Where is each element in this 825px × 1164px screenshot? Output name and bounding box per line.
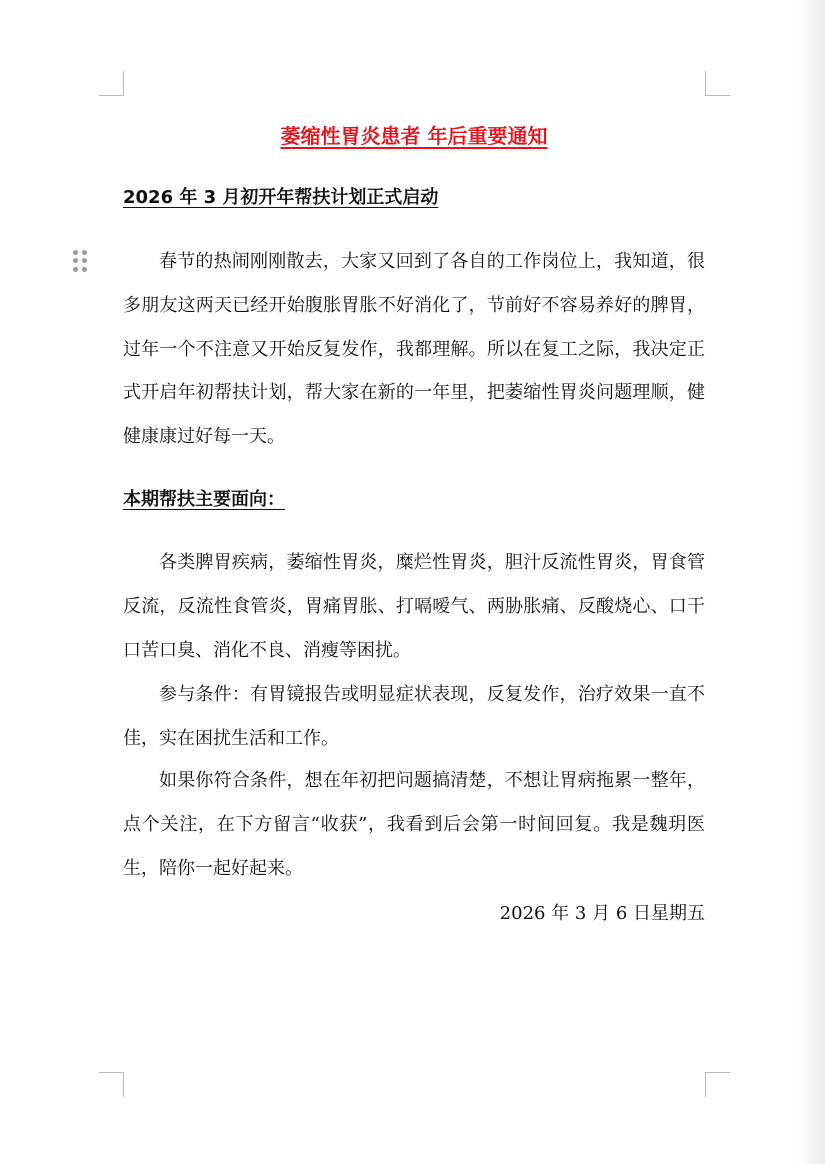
page-edge-shadow [797,0,825,1164]
drag-handle-icon[interactable] [73,250,87,272]
document-title [123,121,705,151]
paragraph-intro: 春节的热闹刚刚散去，大家又回到了各自的工作岗位上，我知道，很多朋友这两天已经开始腹胀胃胀不好消化了，节前好不容易养好的脾胃，过年一个不注意又开始反复发作，我都理解。所以在复工之际，我决定正式开启年初帮扶计划，帮大家在新的一年里，把萎缩性胃炎问题理顺，健健康康过好每一天。 [123,251,705,448]
margin-corner-bottom-left [99,1072,124,1097]
paragraph-action: 如果你符合条件，想在年初把问题搞清楚，不想让胃病拖累一整年，点个关注，在下方留言“收获”，我看到后会第一时间回复。我是魏玥医生，陪你一起好起来。 [123,770,705,879]
heading-scope-text: 本期帮扶主要面向： [123,489,285,510]
paragraph-scope: 各类脾胃疾病，萎缩性胃炎，糜烂性胃炎，胆汁反流性胃炎，胃食管反流，反流性食管炎，胃痛胃胀、打嗝嗳气、两胁胀痛、反酸烧心、口干口苦口臭、消化不良、消瘦等困扰。 [123,552,705,661]
heading-plan-text: 2026 年 3 月初开年帮扶计划正式启动 [123,187,439,208]
document-title-text: 萎缩性胃炎患者 年后重要通知 [280,124,548,148]
document-date: 2026 年 3 月 6 日星期五 [499,903,705,924]
paragraph-conditions: 参与条件：有胃镜报告或明显症状表现，反复发作，治疗效果一直不佳，实在困扰生活和工作。 [123,684,705,749]
margin-corner-bottom-right [705,1072,730,1097]
margin-corner-top-right [705,71,730,96]
heading-plan [123,185,438,211]
heading-scope [123,487,285,513]
margin-corner-top-left [99,71,124,96]
